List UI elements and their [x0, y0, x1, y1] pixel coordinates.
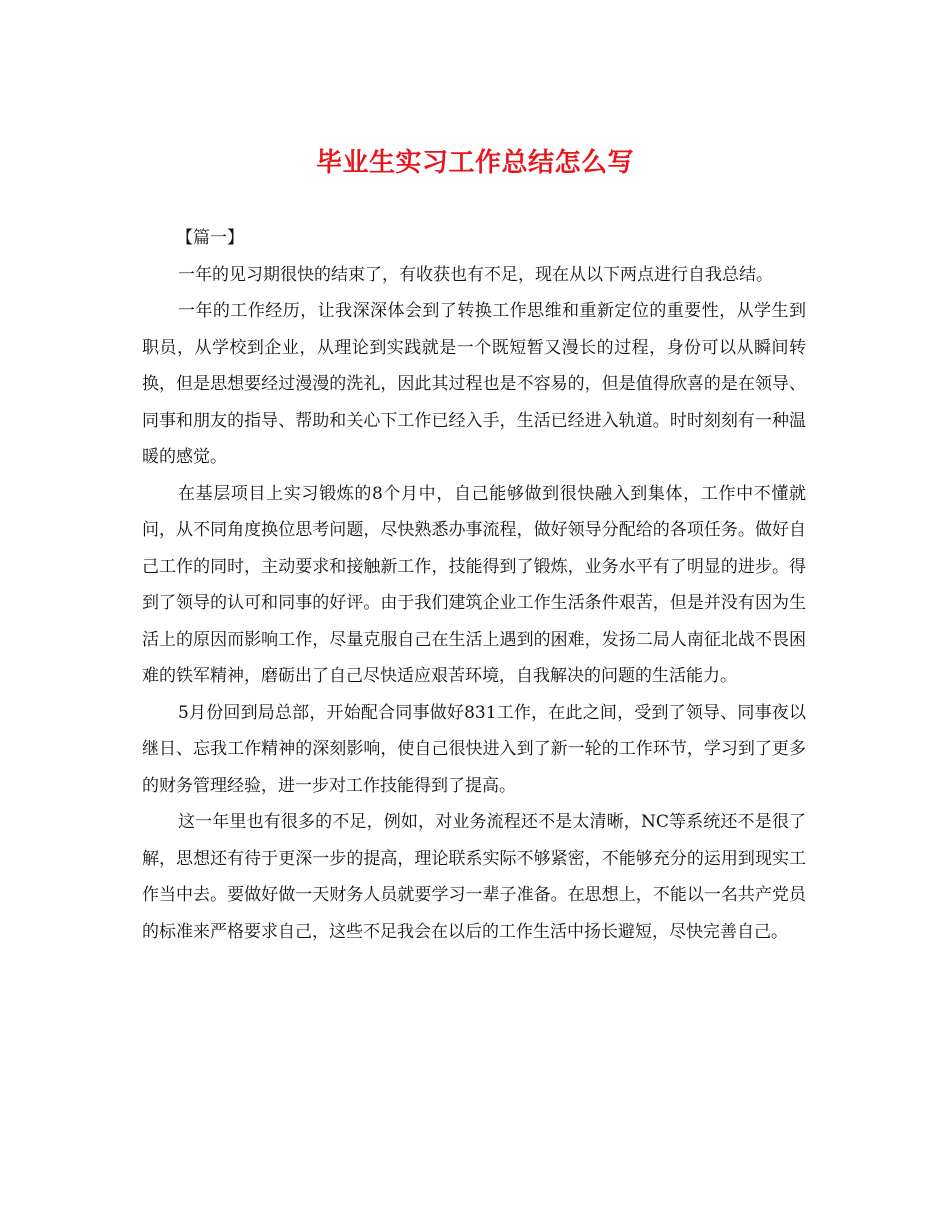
paragraph-5: 这一年里也有很多的不足，例如，对业务流程还不是太清晰，NC等系统还不是很了解，思想还有待于更深一步的提高，理论联系实际不够紧密，不能够充分的运用到现实工作当中去。要做好做一天财务人员就要学习一辈子准备。在思想上，不能以一名共产党员的标准来严格要求自己，这些不足我会在以后的工作生活中扬长避短，尽快完善自己。 [142, 812, 806, 942]
paragraph-3: 在基层项目上实习锻炼的8个月中，自己能够做到很快融入到集体，工作中不懂就问，从不同角度换位思考问题，尽快熟悉办事流程，做好领导分配给的各项任务。做好自己工作的同时，主动要求和接触新工作，技能得到了锻炼，业务水平有了明显的进步。得到了领导的认可和同事的好评。由于我们建筑企业工作生活条件艰苦，但是并没有因为生活上的原因而影响工作，尽量克服自己在生活上遇到的困难，发扬二局人南征北战不畏困难的铁军精神，磨砺出了自己尽快适应艰苦环境，自我解决的问题的生活能力。 [142, 483, 806, 686]
paragraph-2: 一年的工作经历，让我深深体会到了转换工作思维和重新定位的重要性，从学生到职员，从学校到企业，从理论到实践就是一个既短暂又漫长的过程，身份可以从瞬间转换，但是思想要经过漫漫的洗礼，因此其过程也是不容易的，但是值得欣喜的是在领导、同事和朋友的指导、帮助和关心下工作已经入手，生活已经进入轨道。时时刻刻有一种温暖的感觉。 [142, 301, 806, 467]
document-title: 毕业生实习工作总结怎么写 [315, 148, 634, 178]
document-body [142, 220, 806, 950]
paragraph-1: 一年的见习期很快的结束了，有收获也有不足，现在从以下两点进行自我总结。 [178, 264, 773, 285]
paragraph-4: 5月份回到局总部，开始配合同事做好831工作，在此之间，受到了领导、同事夜以继日、忘我工作精神的深刻影响，使自己很快进入到了新一轮的工作环节，学习到了更多的财务管理经验，进一步对工作技能得到了提高。 [142, 702, 806, 796]
section-heading: 【篇一】 [176, 228, 244, 248]
